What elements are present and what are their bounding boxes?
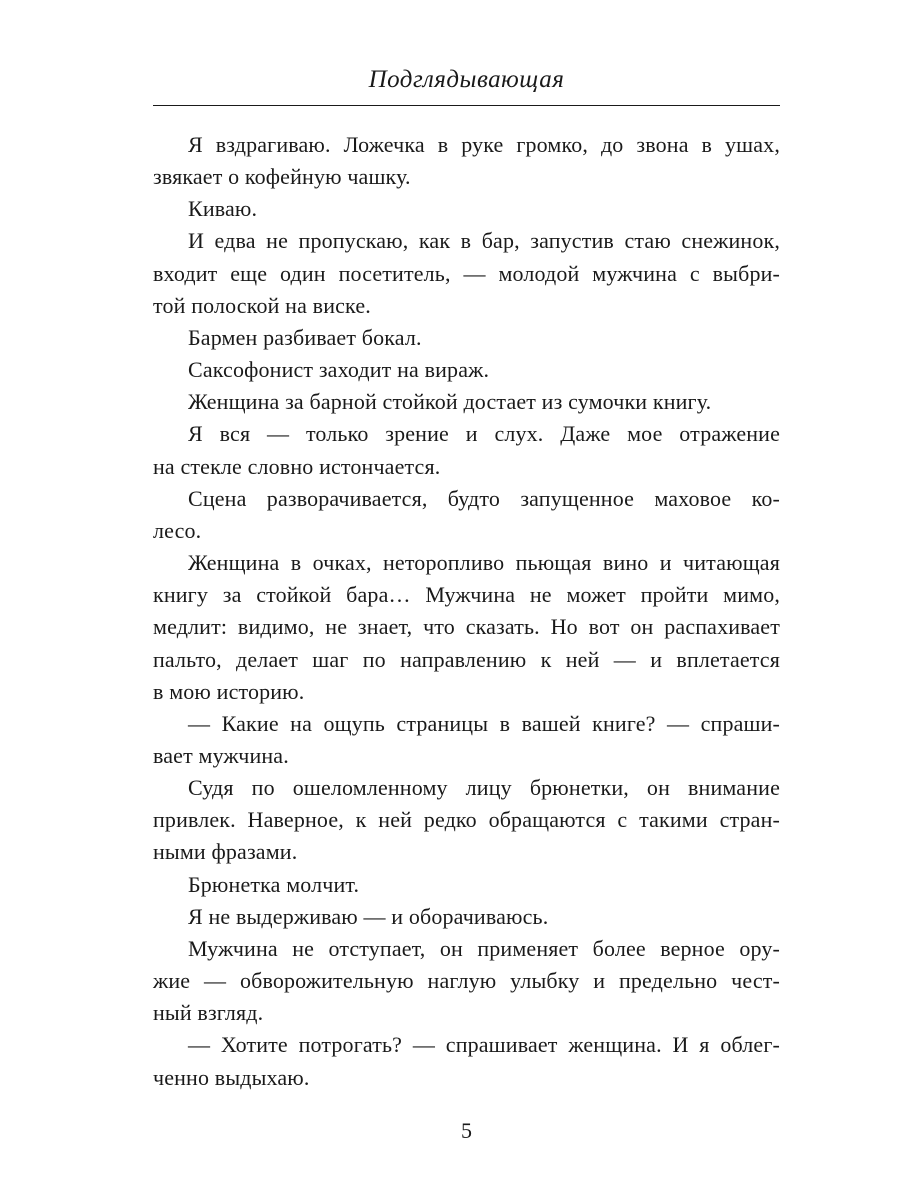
text-line: книгу за стойкой бара… Мужчина не может пройти мимо, xyxy=(153,582,780,608)
paragraph xyxy=(153,1029,780,1093)
paragraph xyxy=(153,483,780,547)
paragraph xyxy=(153,354,780,386)
text-line: Саксофонист заходит на вираж. xyxy=(188,357,490,383)
text-line: медлит: видимо, не знает, что сказать. Но вот он распахивает xyxy=(153,614,780,640)
text-line: Сцена разворачивается, будто запущенное маховое ко- xyxy=(188,485,780,511)
paragraph xyxy=(153,129,780,193)
text-line: Брюнетка молчит. xyxy=(188,871,360,897)
text-line: входит еще один посетитель, — молодой мужчина с выбри- xyxy=(153,260,780,286)
text-line: звякает о кофейную чашку. xyxy=(153,164,411,190)
text-line: Женщина за барной стойкой достает из сумочки книгу. xyxy=(188,389,712,415)
text-line: Бармен разбивает бокал. xyxy=(188,324,422,350)
page-number: 5 xyxy=(461,1118,472,1143)
text-line: пальто, делает шаг по направлению к ней — и вплетается xyxy=(153,646,780,672)
paragraph xyxy=(153,386,780,418)
text-line: ными фразами. xyxy=(153,839,298,865)
text-line: лесо. xyxy=(153,517,202,543)
text-line: — Хотите потрогать? — спрашивает женщина. И я облег- xyxy=(188,1032,780,1058)
paragraph xyxy=(153,901,780,933)
header-rule xyxy=(153,105,780,106)
text-line: Киваю. xyxy=(188,196,258,222)
paragraph xyxy=(153,322,780,354)
paragraph xyxy=(153,869,780,901)
text-line: ный взгляд. xyxy=(153,1000,264,1026)
paragraph xyxy=(153,708,780,772)
text-line: Я не выдерживаю — и оборачиваюсь. xyxy=(188,903,549,929)
text-line: Я вся — только зрение и слух. Даже мое отражение xyxy=(188,421,780,447)
paragraph xyxy=(153,547,780,708)
text-line: Судя по ошеломленному лицу брюнетки, он внимание xyxy=(188,775,780,801)
text-line: ченно выдыхаю. xyxy=(153,1064,310,1090)
text-line: той полоской на виске. xyxy=(153,292,371,318)
text-line: на стекле словно истончается. xyxy=(153,453,441,479)
paragraph xyxy=(153,193,780,225)
paragraph xyxy=(153,772,780,868)
paragraph xyxy=(153,933,780,1029)
text-line: И едва не пропускаю, как в бар, запустив стаю снежинок, xyxy=(188,228,780,254)
text-line: жие — обворожительную наглую улыбку и предельно чест- xyxy=(153,968,780,994)
running-head-title: Подглядывающая xyxy=(368,66,565,93)
text-line: привлек. Наверное, к ней редко обращаются с такими стран- xyxy=(153,807,780,833)
text-line: Я вздрагиваю. Ложечка в руке громко, до звона в ушах, xyxy=(188,132,780,157)
text-line: Женщина в очках, неторопливо пьющая вино и читающая xyxy=(188,550,780,576)
text-line: в мою историю. xyxy=(153,678,305,704)
text-line: вает мужчина. xyxy=(153,742,289,768)
text-line: — Какие на ощупь страницы в вашей книге? — спраши- xyxy=(188,710,780,736)
paragraph xyxy=(153,418,780,482)
text-line: Мужчина не отступает, он применяет более верное ору- xyxy=(188,935,780,961)
body-text xyxy=(153,129,780,1094)
paragraph xyxy=(153,225,780,321)
